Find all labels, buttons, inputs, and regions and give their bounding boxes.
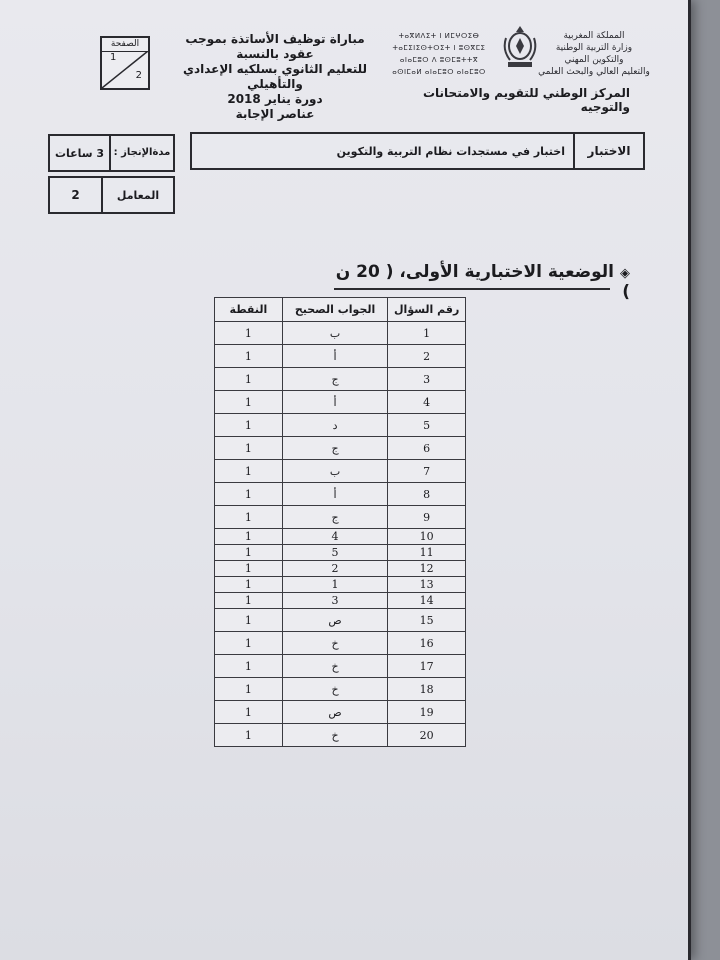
correct-answer-cell: 4 [282,529,388,545]
table-row [215,609,466,632]
duration-value: 3 ساعات [54,146,105,160]
ministry-line: والتكوين المهني [564,55,624,65]
section-title: الوضعية الاختبارية الأولى، ( 20 ن ) [335,262,630,302]
question-number-cell: 18 [388,678,466,701]
coefficient-box [48,176,175,214]
page-label: الصفحة [102,38,148,52]
question-number-cell: 16 [388,632,466,655]
table-row [215,414,466,437]
competition-line: للتعليم الثانوي بسلكيه الإعدادي والتأهيلي [182,62,368,91]
question-number-cell: 19 [388,701,466,724]
page-total: 2 [135,70,142,81]
points-cell: 1 [215,632,283,655]
table-row [215,506,466,529]
correct-answer-cell: ص [282,701,388,724]
question-number-cell: 4 [388,391,466,414]
question-number-cell: 20 [388,724,466,747]
table-row [215,368,466,391]
points-cell: 1 [215,678,283,701]
question-number-cell: 2 [388,345,466,368]
question-number-cell: 1 [388,322,466,345]
page-current: 1 [110,52,117,63]
section-underline [334,288,610,290]
question-number-cell: 7 [388,460,466,483]
correct-answer-cell: ج [282,506,388,529]
question-number-cell: 11 [388,545,466,561]
coefficient-label: المعامل [101,178,173,212]
duration-label-line2: الإنجاز : [113,147,153,158]
column-header-points: النقطة [215,298,283,322]
points-cell: 1 [215,609,283,632]
question-number-cell: 13 [388,577,466,593]
correct-answer-cell: 1 [282,577,388,593]
points-cell: 1 [215,701,283,724]
exam-value: اختبار في مستجدات نظام التربية والتكوين [336,144,565,158]
points-cell: 1 [215,345,283,368]
points-cell: 1 [215,368,283,391]
question-number-cell: 14 [388,593,466,609]
question-number-cell: 15 [388,609,466,632]
correct-answer-cell: خ [282,678,388,701]
correct-answer-cell: خ [282,655,388,678]
question-number-cell: 8 [388,483,466,506]
table-row [215,483,466,506]
points-cell: 1 [215,577,283,593]
question-number-cell: 3 [388,368,466,391]
question-number-cell: 9 [388,506,466,529]
table-row [215,577,466,593]
table-row [215,391,466,414]
table-row [215,322,466,345]
correct-answer-cell: أ [282,345,388,368]
correct-answer-cell: خ [282,632,388,655]
column-header-question: رقم السؤال [388,298,466,322]
points-cell: 1 [215,391,283,414]
correct-answer-cell: 3 [282,593,388,609]
answer-table [214,297,466,747]
table-header-row [215,298,466,322]
ministry-line: والتعليم العالي والبحث العلمي [538,67,650,77]
correct-answer-cell: د [282,414,388,437]
correct-answer-cell: أ [282,483,388,506]
table-row [215,437,466,460]
correct-answer-cell: ب [282,322,388,345]
points-cell: 1 [215,655,283,678]
correct-answer-cell: 2 [282,561,388,577]
correct-answer-cell: خ [282,724,388,747]
points-cell: 1 [215,593,283,609]
correct-answer-cell: ج [282,368,388,391]
question-number-cell: 10 [388,529,466,545]
tifinagh-header [380,30,498,78]
table-row [215,529,466,545]
coat-of-arms-icon [500,24,540,70]
correct-answer-cell: ب [282,460,388,483]
competition-header [170,32,380,122]
correct-answer-cell: أ [282,391,388,414]
ministry-line: المملكة المغربية [563,31,625,41]
diamond-bullet-icon: ◈ [620,266,630,281]
answer-table-body [215,322,466,747]
table-row [215,678,466,701]
table-row [215,460,466,483]
competition-line: مباراة توظيف الأساتذة بموجب عقود بالنسبة [185,32,365,61]
answer-key-label: عناصر الإجابة [235,107,315,121]
table-row [215,593,466,609]
question-number-cell: 5 [388,414,466,437]
duration-box [48,134,175,172]
table-row [215,345,466,368]
exam-label: الاختبار [573,134,643,168]
ministry-line: وزارة التربية الوطنية [555,43,633,53]
correct-answer-cell: ج [282,437,388,460]
exam-info-row [190,132,645,170]
tifinagh-line: ⵜⴰⵎⵉⵏⵉⵙⵜⵔⵉⵜ ⵏ ⵓⵙⴳⵎⵉ [392,44,486,52]
duration-label [109,136,173,170]
correct-answer-cell: ص [282,609,388,632]
ministry-header [530,30,658,78]
correct-answer-cell: 5 [282,545,388,561]
tifinagh-line: ⵜⴰⴳⵍⴷⵉⵜ ⵏ ⵍⵎⵖⵔⵉⴱ [398,32,480,40]
points-cell: 1 [215,724,283,747]
points-cell: 1 [215,506,283,529]
center-name: المركز الوطني للتقويم والامتحانات والتوجيه [422,86,630,114]
question-number-cell: 6 [388,437,466,460]
table-row [215,724,466,747]
tifinagh-line: ⴰⵏⴰⵎⵓⵔ ⴷ ⵓⵙⵎⵓⵜⵜⴳ [399,56,479,64]
question-number-cell: 17 [388,655,466,678]
table-row [215,561,466,577]
table-row [215,632,466,655]
column-header-answer: الجواب الصحيح [282,298,388,322]
table-row [215,655,466,678]
points-cell: 1 [215,529,283,545]
points-cell: 1 [215,322,283,345]
points-cell: 1 [215,460,283,483]
points-cell: 1 [215,414,283,437]
table-row [215,545,466,561]
tifinagh-line: ⴰⵙⵏⵎⴰⵍ ⴰⵏⴰⵎⵓⵔ ⴰⵏⴰⵎⵓⵔ [392,68,486,76]
competition-session: دورة يناير 2018 [227,92,323,106]
section-heading [330,262,630,302]
table-row [215,701,466,724]
duration-label-line1: مدة [152,147,171,158]
points-cell: 1 [215,561,283,577]
points-cell: 1 [215,545,283,561]
points-cell: 1 [215,483,283,506]
question-number-cell: 12 [388,561,466,577]
points-cell: 1 [215,437,283,460]
page-number-box [100,36,150,90]
coefficient-value: 2 [71,188,80,202]
